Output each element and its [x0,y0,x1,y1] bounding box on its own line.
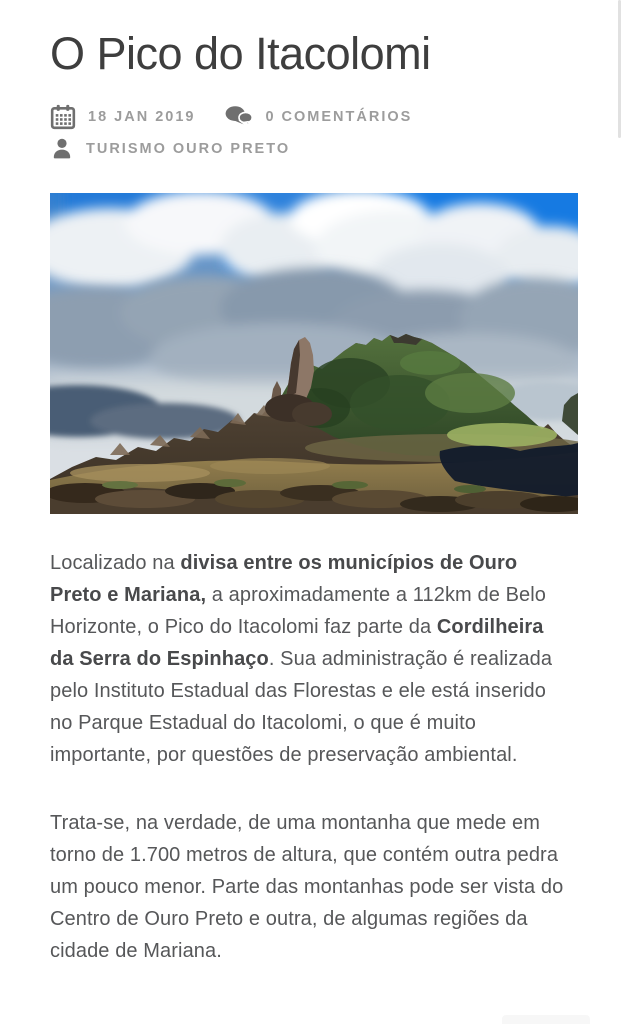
speech-bubbles-icon [225,105,253,129]
post-date-label: 18 JAN 2019 [88,108,196,125]
page-title: O Pico do Itacolomi [50,28,431,79]
paragraph-1-text: . Sua administração é realizada pelo Instituto Estadual das Florestas e ele está inserido no Parque Estadual do Itacolomi, o que é muito importante, por questões de preservação ambiental. [50,647,553,766]
post-comments-label: 0 COMENTÁRIOS [265,108,413,125]
post-date [50,104,195,130]
paragraph-1-text: a aproximadamente a 112km de Belo Horizonte, o Pico do Itacolomi faz parte da [50,583,547,638]
person-icon [50,137,74,161]
page-peek-element [502,1015,590,1024]
paragraph-1-bold-text: Cordilheira da Serra do Espinhaço [50,615,544,670]
paragraph-2: Trata-se, na verdade, de uma montanha que mede em torno de 1.700 metros de altura, que contém outra pedra um pouco menor. Parte das montanhas pode ser vista do Centro de Ouro Preto e outra, de algumas regiões da cidade de Mariana. [50,811,564,962]
paragraph-1-text: Localizado na [50,551,181,574]
article-body [50,547,566,967]
post-comments-link[interactable] [225,105,412,129]
post-author-label: TURISMO OURO PRETO [86,140,291,157]
calendar-icon [50,104,76,130]
mountain-photo [50,193,578,514]
post-author-link[interactable] [50,137,290,161]
featured-image [50,193,578,514]
paragraph-1 [50,547,566,771]
paragraph-1-bold-text: divisa entre os municípios de Ouro Preto e Mariana, [50,551,518,606]
post-meta [50,104,578,161]
scrollbar-thumb[interactable] [618,0,621,138]
